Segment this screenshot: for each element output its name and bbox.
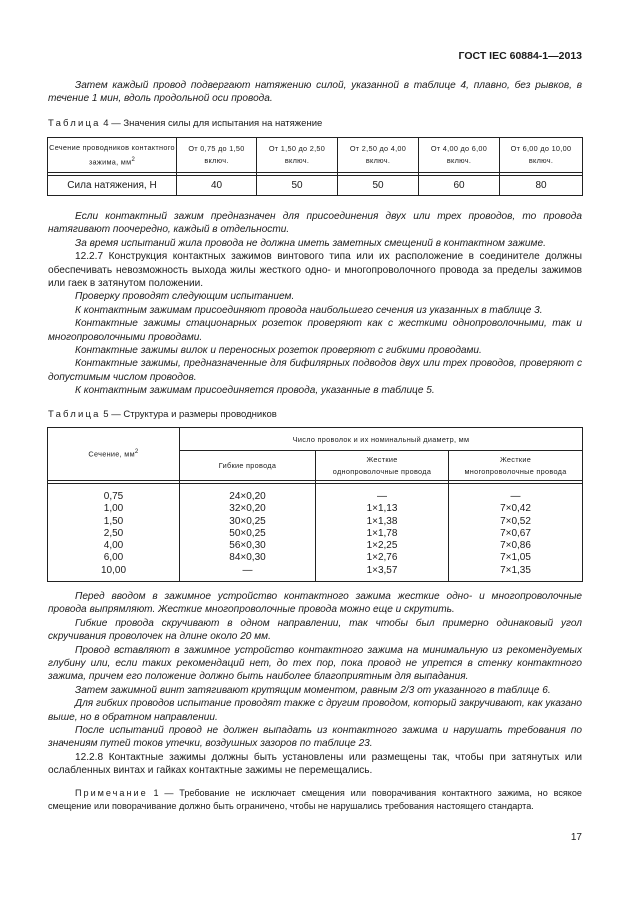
table5-section-label: Сечение, мм <box>88 449 135 459</box>
table5-flexible-col <box>180 484 316 582</box>
table5-solid-header <box>316 451 449 481</box>
table5-cell: — <box>510 491 521 502</box>
table4-force-cell: 60 <box>419 176 500 196</box>
table-4 <box>47 137 583 196</box>
table5-caption <box>48 409 277 420</box>
table5-cell: 50×0,25 <box>229 527 266 539</box>
table5-stranded-header <box>449 451 583 481</box>
table5-cell: — <box>377 491 387 502</box>
table5-cell: 24×0,20 <box>229 491 266 502</box>
table5-section-col <box>48 484 180 582</box>
table5-section-sup: 2 <box>134 449 139 456</box>
paragraph: Контактные зажимы вилок и переносных розеток проверяют с гибкими проводами. <box>75 345 482 357</box>
paragraph: Контактные зажимы стационарных розеток проверяют как с жесткими однопроволочными, так и многопроволочными проводами. <box>48 318 582 343</box>
table5-rigid-label: Жесткие <box>366 454 398 464</box>
table5-group-header: Число проволок и их номинальный диаметр, мм <box>180 428 583 451</box>
table4-force-cell: 50 <box>338 176 419 196</box>
table4-row-label: Сила натяжения, Н <box>48 176 177 196</box>
note-text: 1 — Требование не исключает смещения или поворачивания контактного зажима, но всякое смещение или поворачивание должно быть ограничено, чтобы не нарушались требования настоящего стандарта. <box>48 788 582 811</box>
table5-cell: 30×0,25 <box>229 515 266 527</box>
paragraph: К контактным зажимам присоединяется провода, указанные в таблице 5. <box>75 385 435 397</box>
table4-head-sup: 2 <box>131 156 136 163</box>
table-5 <box>47 427 583 582</box>
paragraph: Если контактный зажим предназначен для присоединения двух или трех проводов, то провода натягивают поочередно, каждый в отдельности. <box>48 211 582 236</box>
table5-cell: 10,00 <box>100 564 127 576</box>
table5-caption-prefix: Таблица <box>48 409 101 420</box>
table5-cell: 1×1,78 <box>366 527 398 539</box>
paragraph: После испытаний провод не должен выпадать из контактного зажима и нарушать требования по значениям путей токов утечки, воздушных зазоров по таблице 23. <box>48 725 582 750</box>
note <box>48 787 582 812</box>
table4-range-cell: От 1,50 до 2,50 включ. <box>257 138 338 173</box>
table4-head-label-cell <box>48 138 177 173</box>
table5-cell: 6,00 <box>103 552 124 564</box>
paragraph: Гибкие провода скручивают в одном направлении, так чтобы был примерно одинаковый угол скручивания проволочек на длине около 20 мм. <box>48 617 582 643</box>
table5-cell: 2,50 <box>103 527 124 539</box>
table5-group-row <box>48 428 583 451</box>
table5-cell: 1,00 <box>103 503 124 515</box>
table4-force-cell: 80 <box>500 176 583 196</box>
table5-cell: 1×3,57 <box>366 564 398 576</box>
table5-cell: — <box>242 564 253 576</box>
table4-header-row <box>48 138 583 173</box>
table5-cell: 4,00 <box>103 540 124 552</box>
table5-solid-col <box>316 484 449 582</box>
clause-12-2-7: 12.2.7 Конструкция контактных зажимов винтового типа или их расположение в соединителе должны обеспечивать невозможность выхода жилы жесткого одно- и многопроволочного провода за пределы зажимов или гаек в затянутом положении. <box>48 251 582 290</box>
table5-data-row <box>48 484 583 582</box>
table4-range-cell: От 2,50 до 4,00 включ. <box>338 138 419 173</box>
table5-cell: 1×2,25 <box>366 540 398 552</box>
page-number: 17 <box>570 832 582 843</box>
table5-stranded-col <box>449 484 583 582</box>
clause-12-2-8: 12.2.8 Контактные зажимы должны быть установлены или размещены так, чтобы при затянутых или ослабленных винтах и гайках контактные зажимы не перемещались. <box>48 751 582 777</box>
table5-cell: 7×0,42 <box>500 503 531 515</box>
paragraph: Перед вводом в зажимное устройство контактного зажима жесткие одно- и многопроволочные провода выпрямляют. Жесткие многопроволочные провода можно еще и скрутить. <box>48 591 582 616</box>
mid-block <box>48 210 582 398</box>
table5-cell: 56×0,30 <box>229 540 266 552</box>
table5-cell: 7×0,67 <box>500 527 531 539</box>
table4-range-cell: От 0,75 до 1,50 включ. <box>177 138 257 173</box>
low-block <box>48 590 582 778</box>
paragraph: К контактным зажимам присоединяют провода наибольшего сечения из указанных в таблице 3. <box>75 304 543 316</box>
note-prefix: Примечание <box>75 788 148 798</box>
intro-block <box>48 79 582 106</box>
paragraph: Затем зажимной винт затягивают крутящим моментом, равным 2/3 от указанного в таблице 6. <box>75 684 551 696</box>
paragraph: Затем каждый провод подвергают натяжению силой, указанной в таблице 4, плавно, без рывков, в течение 1 мин, вдоль продольной оси провода. <box>48 80 582 105</box>
table5-caption-text: 5 — Структура и размеры проводников <box>103 409 277 420</box>
table4-caption <box>48 118 322 129</box>
table4-range-cell: От 6,00 до 10,00 включ. <box>500 138 583 173</box>
table4-range-cell: От 4,00 до 6,00 включ. <box>419 138 500 173</box>
table5-flexible-header: Гибкие провода <box>180 451 316 481</box>
paragraph: Контактные зажимы, предназначенные для бифилярных подводов двух или трех проводов, проверяют с допустимым числом проводов. <box>48 358 582 383</box>
table5-cell: 7×0,86 <box>500 540 531 552</box>
table5-stranded-label: многопроволочные провода <box>464 466 567 476</box>
table5-cell: 7×0,52 <box>500 515 531 527</box>
table5-cell: 1×1,38 <box>366 515 398 527</box>
table5-cell: 1×1,13 <box>366 503 398 515</box>
table4-force-cell: 40 <box>177 176 257 196</box>
standard-header: ГОСТ IEC 60884-1—2013 <box>458 50 582 62</box>
table4-force-cell: 50 <box>257 176 338 196</box>
table5-cell: 84×0,30 <box>229 552 266 564</box>
table5-solid-label: однопроволочные провода <box>332 466 432 476</box>
table4-head-label: Сечение проводников контактного зажима, мм <box>49 142 175 167</box>
table5-cell: 0,75 <box>103 491 124 502</box>
table5-cell: 32×0,20 <box>229 503 266 515</box>
paragraph: Провод вставляют в зажимное устройство контактного зажима на минимальную из рекомендуемых глубину или, если таких рекомендаций нет, до тех пор, пока провод не упрется в стенку контактного зажима, причем его положение должно быть наиболее благоприятным для выпадания. <box>48 644 582 683</box>
table5-cell: 7×1,35 <box>500 564 531 576</box>
table4-data-row <box>48 176 583 196</box>
table5-cell: 1×2,76 <box>366 552 398 564</box>
paragraph: Проверку проводят следующим испытанием. <box>75 291 295 303</box>
table5-rigid-label: Жесткие <box>499 454 532 464</box>
paragraph: За время испытаний жила провода не должна иметь заметных смещений в контактном зажиме. <box>75 237 546 249</box>
table5-cell: 7×1,05 <box>500 552 531 564</box>
table5-cell: 1,50 <box>103 515 124 527</box>
table4-caption-text: 4 — Значения силы для испытания на натяжение <box>103 118 323 129</box>
table5-section-header <box>48 428 180 481</box>
paragraph: Для гибких проводов испытание проводят также с другим проводом, который закручивают, как указано выше, но в обратном направлении. <box>48 698 582 723</box>
table4-caption-prefix: Таблица <box>48 118 101 129</box>
